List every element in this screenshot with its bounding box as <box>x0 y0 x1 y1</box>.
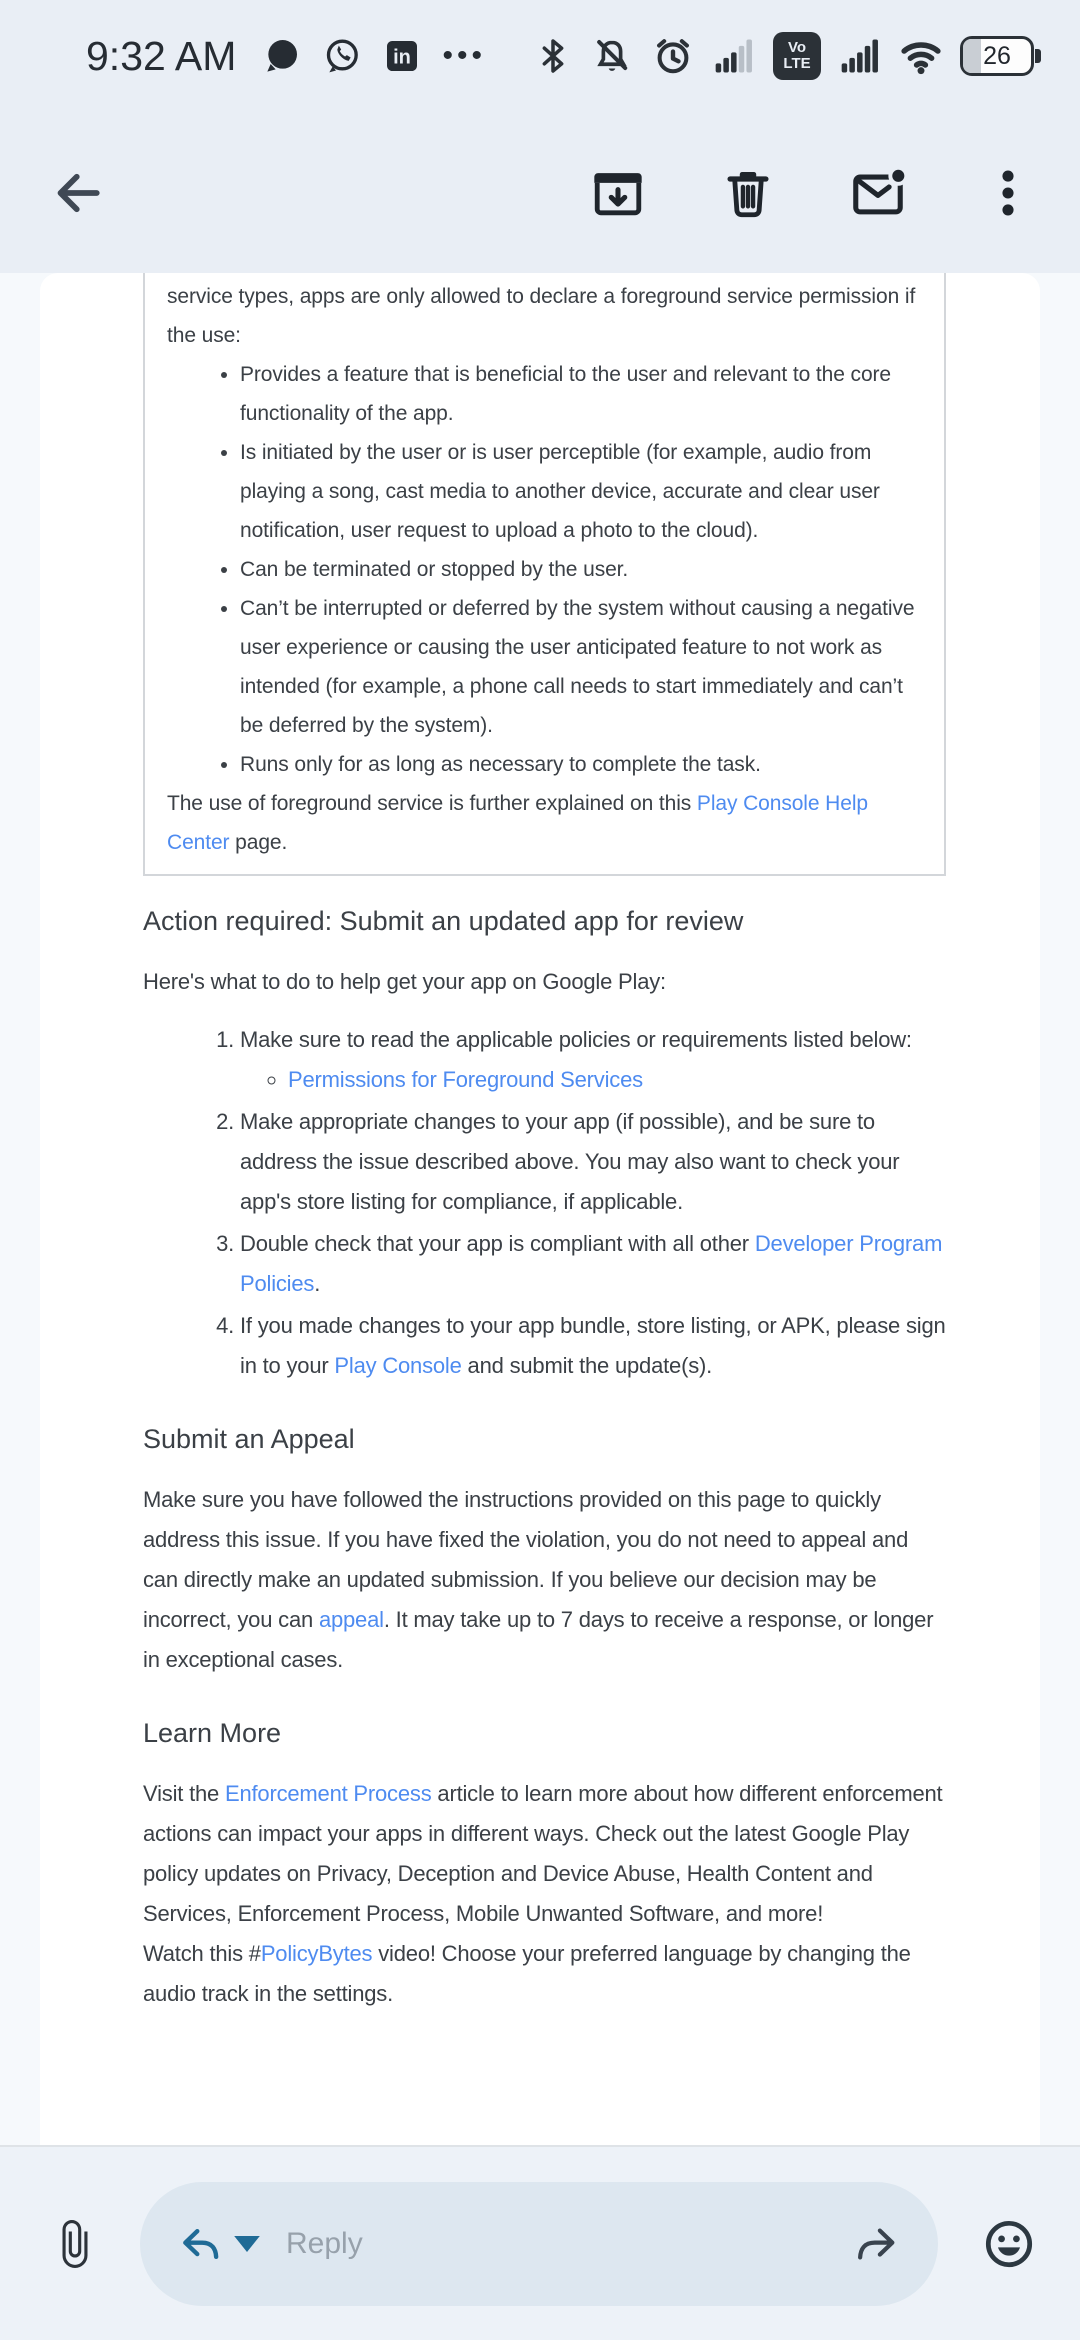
policybytes-paragraph <box>143 1934 946 2014</box>
text-segment: Make appropriate changes to your app (if possible), and be sure to address the issue described above. You may also want to check your app's store listing for compliance, if applicable. <box>240 1109 900 1214</box>
policy-intro: service types, apps are only allowed to declare a foreground service permission if the use: <box>167 285 916 347</box>
action-steps-list <box>143 1020 946 1386</box>
attachment-icon[interactable] <box>50 2219 100 2269</box>
more-notifications-icon: ••• <box>442 39 486 72</box>
inline-link[interactable]: Play Console <box>334 1353 462 1378</box>
text-segment: Double check that your app is compliant with all other <box>240 1231 755 1256</box>
text-segment: . It may take up to 7 days to receive a response, or longer in exceptional cases. <box>143 1607 934 1672</box>
chat-bubble-icon <box>262 36 302 76</box>
archive-icon <box>589 164 647 222</box>
emoji-icon[interactable] <box>982 2217 1036 2271</box>
reply-options-dropdown-icon[interactable] <box>234 2236 260 2252</box>
reply-placeholder: Reply <box>286 2226 363 2260</box>
email-body-scroll-area[interactable] <box>0 273 1080 2145</box>
text-segment: article to learn more about how different enforcement actions can impact your apps in different ways. Check out the latest Google Play policy updates on Privacy, Deception and Device Abuse, Health Content and Services, Enforcement Process, Mobile Unwanted Software, and more! <box>143 1781 943 1926</box>
linkedin-icon <box>382 36 422 76</box>
policy-bullet: • Runs only for as long as necessary to complete the task. <box>240 745 924 784</box>
battery-indicator <box>960 36 1034 76</box>
whatsapp-icon <box>322 36 362 76</box>
volte-badge: Vo LTE <box>773 32 821 80</box>
notification-icons <box>262 34 486 78</box>
alarm-icon <box>651 34 695 78</box>
wifi-icon <box>899 34 943 78</box>
action-lead: Here's what to do to help get your app on Google Play: <box>143 969 666 994</box>
inline-link[interactable]: PolicyBytes <box>260 1941 373 1966</box>
text-segment: Make sure to read the applicable policies or requirements listed below: <box>240 1027 912 1052</box>
inline-link[interactable]: Play Console Help Center <box>167 792 868 854</box>
inline-link[interactable]: Developer Program Policies <box>240 1231 943 1296</box>
text-segment: and submit the update(s). <box>461 1353 713 1378</box>
quoted-policy-box <box>143 273 946 876</box>
clock: 9:32 AM <box>86 32 237 79</box>
text-segment: video! Choose your preferred language by changing the audio track in the settings. <box>143 1941 911 2006</box>
text-segment: Make sure you have followed the instructions provided on this page to quickly address this issue. If you have fixed the violation, you do not need to appeal and can directly make an updated submission. If you believe our decision may be incorrect, you can <box>143 1487 909 1632</box>
inline-link[interactable]: Permissions for Foreground Services <box>288 1067 643 1092</box>
text-segment: Watch this # <box>143 1941 261 1966</box>
appeal-paragraph <box>143 1480 946 1680</box>
policy-outro <box>167 784 924 862</box>
inline-link[interactable]: Enforcement Process <box>224 1781 432 1806</box>
step-item <box>240 1020 946 1100</box>
signal-sim2-full-icon <box>838 34 882 78</box>
mark-unread-button[interactable] <box>848 163 908 223</box>
reply-input[interactable] <box>140 2182 938 2306</box>
trash-icon <box>719 164 777 222</box>
archive-button[interactable] <box>588 163 648 223</box>
policy-bullet: • Can’t be interrupted or deferred by the system without causing a negative user experience or causing the user anticipated feature to not work as intended (for example, a phone call needs to start immediately and can’t be deferred by the system). <box>240 589 924 745</box>
learn-more-paragraph <box>143 1774 946 1934</box>
notifications-muted-icon <box>590 34 634 78</box>
step-item <box>240 1306 946 1386</box>
text-segment: page. <box>229 831 288 854</box>
overflow-menu-icon <box>979 164 1037 222</box>
step-sub-list <box>240 1060 946 1100</box>
step-sub-item <box>288 1060 946 1100</box>
policy-bullet-list <box>167 355 924 784</box>
status-bar <box>0 0 1080 112</box>
email-message-card <box>40 273 1040 2145</box>
text-segment: Visit the <box>143 1781 225 1806</box>
back-arrow-icon <box>48 163 108 223</box>
back-button[interactable] <box>48 163 108 223</box>
delete-button[interactable] <box>718 163 778 223</box>
mail-toolbar <box>0 112 1080 273</box>
policy-bullet: • Is initiated by the user or is user perceptible (for example, audio from playing a song, cast media to another device, accurate and clear user notification, user request to upload a photo to the cloud). <box>240 433 924 550</box>
action-required-heading: Action required: Submit an updated app for review <box>143 906 744 936</box>
text-segment: . <box>314 1271 321 1296</box>
step-item <box>240 1224 946 1304</box>
policy-bullet: • Provides a feature that is beneficial to the user and relevant to the core functionality of the app. <box>240 355 924 433</box>
overflow-menu-button[interactable] <box>978 163 1038 223</box>
mark-unread-icon <box>849 164 907 222</box>
learn-more-heading: Learn More <box>143 1718 282 1748</box>
policy-bullet: • Can be terminated or stopped by the user. <box>240 550 924 589</box>
inline-link[interactable]: appeal <box>318 1607 384 1632</box>
forward-icon[interactable] <box>854 2221 900 2267</box>
signal-sim1-partial-icon <box>712 34 756 78</box>
step-item <box>240 1102 946 1222</box>
text-segment: The use of foreground service is further explained on this <box>167 792 697 815</box>
appeal-heading: Submit an Appeal <box>143 1424 355 1454</box>
battery-percent: 26 <box>983 41 1011 70</box>
battery-fill <box>963 39 981 73</box>
system-status-icons <box>533 32 1034 80</box>
text-segment: If you made changes to your app bundle, store listing, or APK, please sign in to your <box>240 1313 946 1378</box>
bluetooth-icon <box>533 36 573 76</box>
quick-reply-bar <box>0 2145 1080 2340</box>
svg-text:in: in <box>393 46 412 69</box>
reply-icon[interactable] <box>178 2222 222 2266</box>
